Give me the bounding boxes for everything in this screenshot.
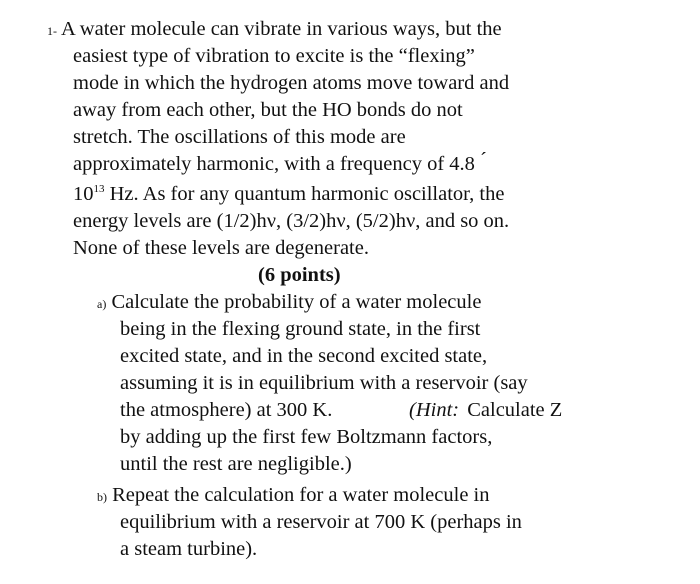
hint-line [409, 397, 562, 423]
exponent-base: 10 [73, 183, 94, 205]
points-label: (6 points) [258, 264, 341, 286]
part-a-text: assuming it is in equilibrium with a reservoir (say [120, 372, 528, 394]
part-a-text: until the rest are negligible.) [120, 453, 352, 475]
problem-intro-line: stretch. The oscillations of this mode are [73, 126, 406, 148]
part-a-text: excited state, and in the second excited state, [120, 345, 488, 367]
exponent-superscript: 13 [93, 183, 105, 195]
part-a-label: a) [97, 297, 107, 311]
problem-intro-line: away from each other, but the HO bonds do not [73, 99, 463, 121]
part-b-line-1 [97, 482, 490, 510]
part-b-text: Repeat the calculation for a water molecule in [112, 484, 490, 506]
problem-intro-line: mode in which the hydrogen atoms move toward and [73, 72, 510, 94]
problem-line-1 [47, 16, 502, 44]
part-a-text: being in the flexing ground state, in the first [120, 318, 481, 340]
problem-number: 1- [47, 24, 57, 38]
part-b-text: equilibrium with a reservoir at 700 K (perhaps in [120, 511, 522, 533]
part-a-line-1 [97, 289, 481, 317]
problem-intro-line: easiest type of vibration to excite is the “flexing” [73, 45, 475, 67]
hint-label: (Hint: [409, 399, 460, 421]
part-a-text: the atmosphere) at 300 K. [120, 399, 333, 421]
hint-text: Calculate Z [467, 399, 563, 421]
part-a-hint-line [120, 397, 332, 423]
exponent-rest: Hz. As for any quantum harmonic oscillator, the [104, 183, 505, 205]
energy-line: None of these levels are degenerate. [73, 237, 369, 259]
part-b-text: a steam turbine). [120, 538, 258, 560]
exponent-line [73, 181, 504, 210]
frequency-line [73, 151, 487, 177]
problem-intro-line: A water molecule can vibrate in various ways, but the [61, 18, 502, 40]
part-b-label: b) [97, 490, 107, 504]
energy-line: energy levels are (1/2)hν, (3/2)hν, (5/2)hν, and so on. [73, 210, 510, 232]
part-a-text: by adding up the first few Boltzmann factors, [120, 426, 493, 448]
times-mark: ´ [480, 149, 487, 171]
part-a-text: Calculate the probability of a water molecule [111, 291, 482, 313]
frequency-text: approximately harmonic, with a frequency of 4.8 [73, 153, 475, 175]
